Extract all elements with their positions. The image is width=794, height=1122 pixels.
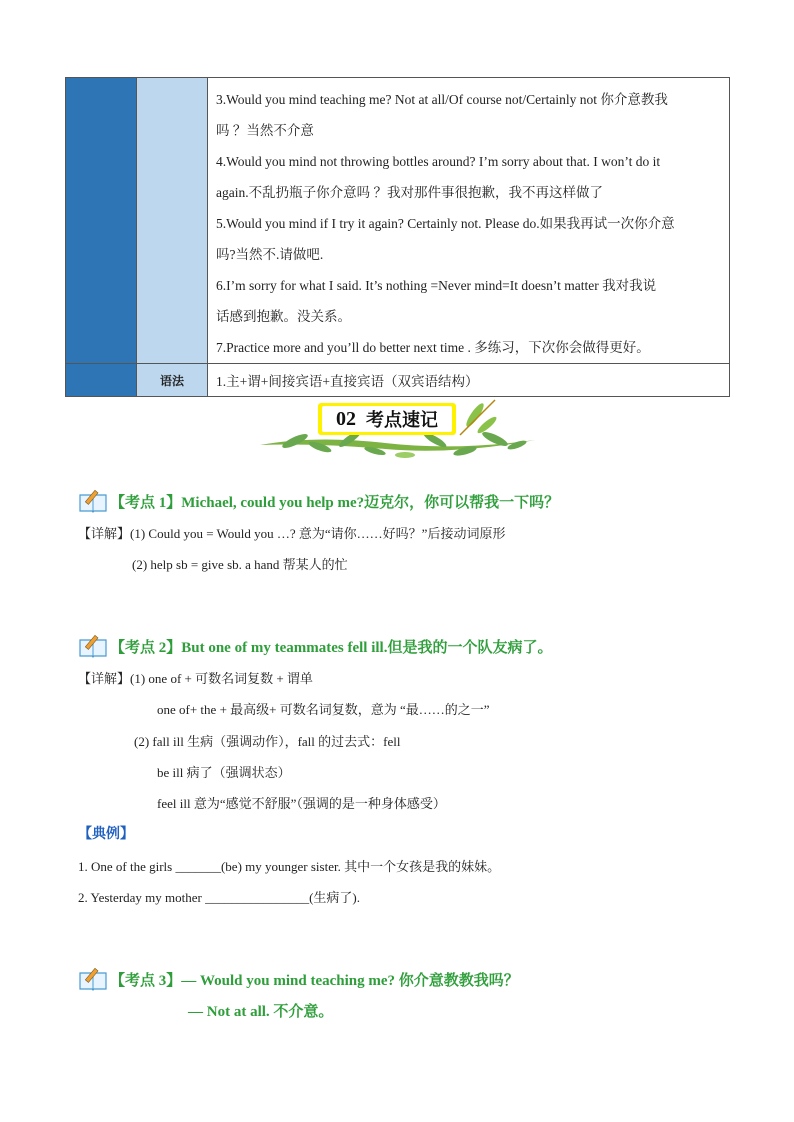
example-1: 1. One of the girls _______(be) my younger sister. 其中一个女孩是我的妹妹。 bbox=[78, 859, 501, 874]
key-point-3-heading bbox=[78, 966, 519, 992]
table-content-cell bbox=[208, 78, 730, 364]
kp1-detail-line-1 bbox=[78, 523, 505, 542]
table-line: 吗 ？当然不介意 bbox=[216, 123, 314, 138]
grammar-text: 1.主+谓+间接宾语+直接宾语（双宾语结构） bbox=[208, 364, 730, 397]
detail-text: (1) Could you = Would you …? 意为“请你……好吗？”后接动词原形 bbox=[130, 526, 506, 541]
table-line: 3.Would you mind teaching me? Not at all/Of course not/Certainly not 你介意教我 bbox=[216, 92, 668, 107]
key-point-1-title: 【考点 1】Michael, could you help me?迈克尔，你可以帮我一下吗？ bbox=[110, 494, 560, 511]
key-point-2-heading bbox=[78, 633, 552, 659]
detail-text: (1) one of + 可数名词复数 + 谓单 bbox=[130, 671, 313, 686]
vocab-table bbox=[65, 77, 730, 397]
key-point-1-heading bbox=[78, 488, 559, 514]
section-title: 考点速记 bbox=[366, 410, 438, 431]
table-line: 4.Would you mind not throwing bottles around? I’m sorry about that. I won’t do it bbox=[216, 154, 661, 169]
key-point-3-title: 【考点 3】— Would you mind teaching me? 你介意教教我吗？ bbox=[110, 972, 519, 989]
kp2-detail-line-5: feel ill 意为“感觉不舒服”（强调的是一种身体感受） bbox=[157, 796, 446, 811]
table-line: 7.Practice more and you’ll do better next time . 多练习，下次你会做得更好。 bbox=[216, 340, 650, 355]
book-pencil-icon bbox=[78, 967, 108, 991]
key-point-3-answer: — Not at all. 不介意。 bbox=[188, 1004, 334, 1020]
table-line: again.不乱扔瓶子你介意吗 ？我对那件事很抱歉，我不再这样做了 bbox=[216, 185, 603, 200]
table-line: 6.I’m sorry for what I said. It’s nothing =Never mind=It doesn’t matter 我对我说 bbox=[216, 278, 657, 293]
table-line: 5.Would you mind if I try it again? Certainly not. Please do.如果我再试一次你介意 bbox=[216, 216, 675, 231]
table-line: 话感到抱歉。没关系。 bbox=[216, 309, 351, 324]
detail-label: 【详解】 bbox=[78, 526, 131, 541]
kp2-detail-line-3: (2) fall ill 生病（强调动作），fall 的过去式：fell bbox=[134, 734, 401, 749]
kp1-detail-line-2: (2) help sb = give sb. a hand 帮某人的忙 bbox=[132, 557, 348, 572]
kp2-detail-line-1 bbox=[78, 668, 313, 687]
example-label: 【典例】 bbox=[78, 827, 134, 842]
table-category-cell bbox=[66, 364, 137, 397]
section-badge bbox=[318, 403, 456, 435]
grammar-label: 语法 bbox=[137, 364, 208, 397]
table-line: 吗?当然不.请做吧. bbox=[216, 247, 324, 262]
example-2: 2. Yesterday my mother ________________(生病了). bbox=[78, 890, 361, 905]
kp2-detail-line-2: one of+ the + 最高级+ 可数名词复数，意为 “最……的之一” bbox=[157, 702, 490, 717]
detail-label: 【详解】 bbox=[78, 671, 131, 686]
table-category-cell bbox=[66, 78, 137, 364]
book-pencil-icon bbox=[78, 489, 108, 513]
book-pencil-icon bbox=[78, 634, 108, 658]
key-point-2-title: 【考点 2】But one of my teammates fell ill.但是我的一个队友病了。 bbox=[110, 639, 553, 656]
kp2-detail-line-4: be ill 病了（强调状态） bbox=[157, 765, 291, 780]
table-subcategory-cell bbox=[137, 78, 208, 364]
section-number: 02 bbox=[336, 407, 356, 430]
